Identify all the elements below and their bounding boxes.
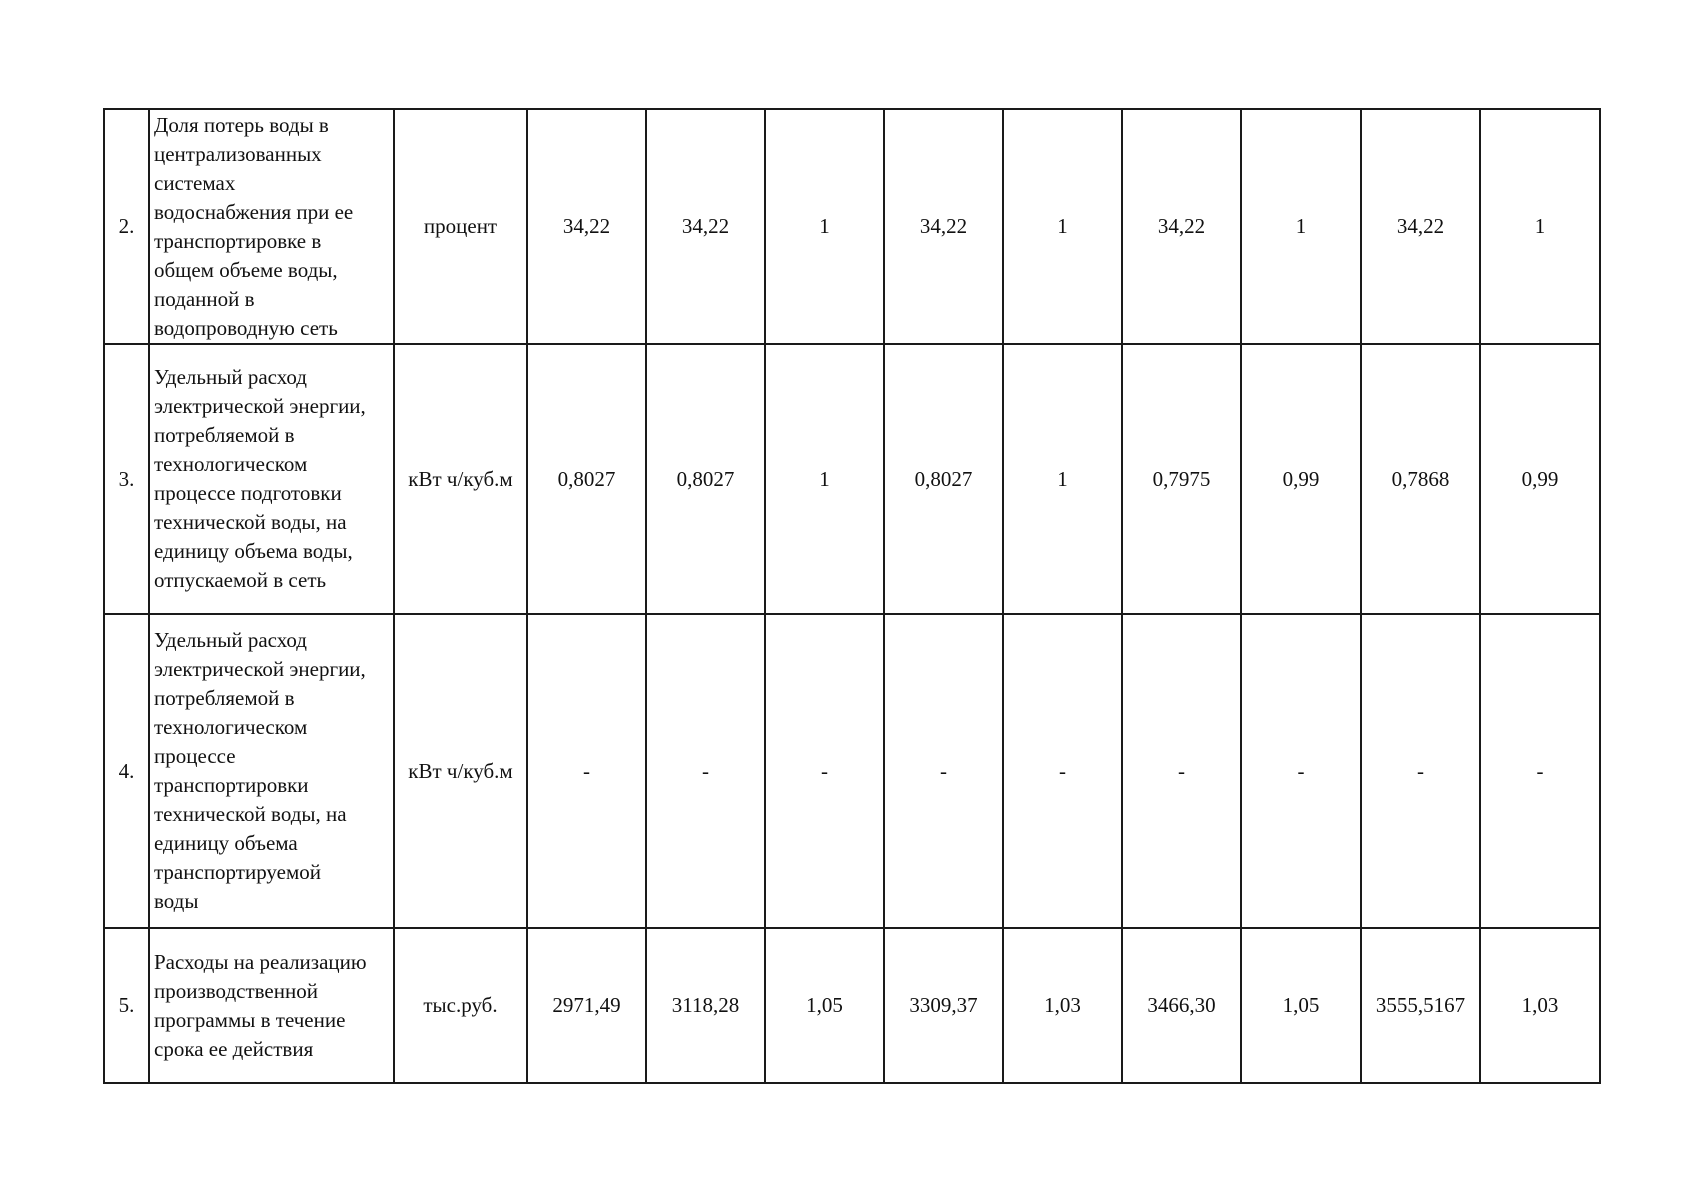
indicators-table [103, 108, 1601, 1084]
value-cell: 0,99 [1241, 344, 1361, 614]
value-cell: 2971,49 [527, 928, 646, 1083]
value-cell: - [646, 614, 765, 928]
value-cell: - [1003, 614, 1122, 928]
unit-cell: тыс.руб. [394, 928, 527, 1083]
value-cell: 0,99 [1480, 344, 1600, 614]
table-row [104, 109, 1600, 344]
indicator-name: Расходы на реализацию производственной программы в течение срока ее действия [149, 928, 394, 1083]
value-cell: 3555,5167 [1361, 928, 1480, 1083]
value-cell: - [765, 614, 884, 928]
row-number: 3. [104, 344, 149, 614]
row-number: 4. [104, 614, 149, 928]
value-cell: 34,22 [1122, 109, 1241, 344]
value-cell: 0,8027 [527, 344, 646, 614]
indicator-name: Удельный расход электрической энергии, потребляемой в технологическом процессе подготовки технической воды, на единицу объема воды, отпускаемой в сеть [149, 344, 394, 614]
indicator-name: Удельный расход электрической энергии, потребляемой в технологическом процессе транспортировки технической воды, на единицу объема транспортируемой воды [149, 614, 394, 928]
value-cell: - [1361, 614, 1480, 928]
value-cell: 1 [1480, 109, 1600, 344]
value-cell: 1,05 [1241, 928, 1361, 1083]
unit-cell: кВт ч/куб.м [394, 344, 527, 614]
value-cell: 34,22 [527, 109, 646, 344]
value-cell: 1 [765, 109, 884, 344]
value-cell: 1,03 [1480, 928, 1600, 1083]
unit-cell: кВт ч/куб.м [394, 614, 527, 928]
table-row [104, 614, 1600, 928]
value-cell: 34,22 [884, 109, 1003, 344]
value-cell: 1 [1241, 109, 1361, 344]
value-cell: - [1480, 614, 1600, 928]
table-row [104, 928, 1600, 1083]
value-cell: 0,8027 [884, 344, 1003, 614]
row-number: 2. [104, 109, 149, 344]
value-cell: 34,22 [646, 109, 765, 344]
value-cell: 1 [1003, 109, 1122, 344]
value-cell: 1,05 [765, 928, 884, 1083]
unit-cell: процент [394, 109, 527, 344]
value-cell: 1 [1003, 344, 1122, 614]
indicator-name: Доля потерь воды в централизованных системах водоснабжения при ее транспортировке в общем объеме воды, поданной в водопроводную сеть [149, 109, 394, 344]
value-cell: 0,7868 [1361, 344, 1480, 614]
value-cell: 3118,28 [646, 928, 765, 1083]
value-cell: 3466,30 [1122, 928, 1241, 1083]
value-cell: - [1241, 614, 1361, 928]
value-cell: - [1122, 614, 1241, 928]
value-cell: 1 [765, 344, 884, 614]
value-cell: 3309,37 [884, 928, 1003, 1083]
value-cell: 34,22 [1361, 109, 1480, 344]
value-cell: 0,8027 [646, 344, 765, 614]
table-row [104, 344, 1600, 614]
value-cell: 1,03 [1003, 928, 1122, 1083]
value-cell: 0,7975 [1122, 344, 1241, 614]
value-cell: - [527, 614, 646, 928]
value-cell: - [884, 614, 1003, 928]
row-number: 5. [104, 928, 149, 1083]
